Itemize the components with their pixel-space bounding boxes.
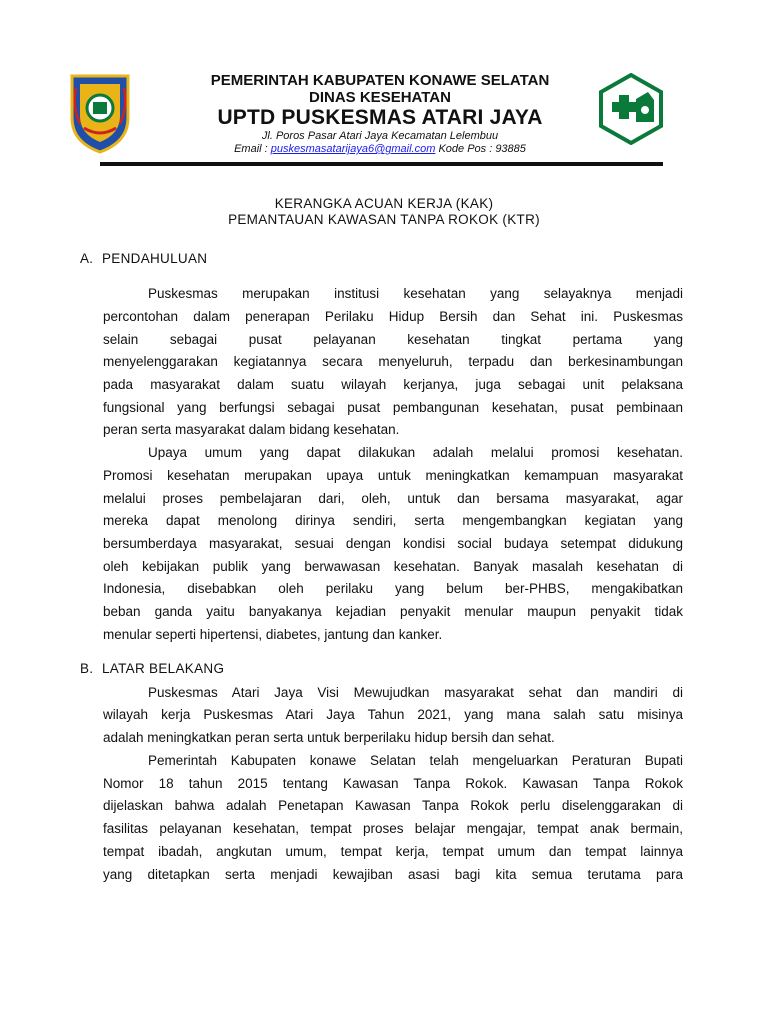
regency-crest-icon [66,72,134,154]
letterhead-department: DINAS KESEHATAN [309,89,451,106]
email-label: Email : [234,143,271,155]
paragraph-line: Pemerintah Kabupaten konawe Selatan telah mengeluarkan Peraturan Bupati [148,753,683,768]
paragraph-line: fungsional yang berfungsi sebagai pusat pembangunan kesehatan, pusat pembinaan [103,400,683,415]
paragraph-line: Puskesmas merupakan institusi kesehatan yang selayaknya menjadi [148,286,683,301]
section-a-heading [80,251,207,266]
paragraph-line: bersumberdaya masyarakat, sesuai dengan kondisi social budaya setempat didukung [103,536,683,551]
paragraph-line: Indonesia, disebabkan oleh perilaku yang belum ber-PHBS, mengakibatkan [103,581,683,596]
paragraph-line: yang ditetapkan serta menjadi kewajiban asasi bagi kita semua terutama para [103,867,683,882]
paragraph-line: pada masyarakat dalam suatu wilayah kerjanya, juga sebagai unit pelaksana [103,377,683,392]
letterhead-government: PEMERINTAH KABUPATEN KONAWE SELATAN [210,72,550,89]
paragraph-line: mereka dapat menolong dirinya sendiri, serta mengembangkan kegiatan yang [103,513,683,528]
paragraph-line: wilayah kerja Puskesmas Atari Jaya Tahun 2021, yang mana salah satu misinya [103,707,683,722]
paragraph-line: selain sebagai pusat pelayanan kesehatan tingkat pertama yang [103,332,683,347]
puskesmas-logo-icon [598,73,664,145]
section-b-title: LATAR BELAKANG [102,661,225,676]
paragraph-line: adalah meningkatkan peran serta untuk berperilaku hidup bersih dan sehat. [103,730,555,745]
letterhead-divider [100,162,663,166]
section-b-number: B. [80,661,94,676]
document-subtitle: PEMANTAUAN KAWASAN TANPA ROKOK (KTR) [228,212,540,227]
paragraph-line: oleh kebijakan publik yang berwawasan kesehatan. Banyak masalah kesehatan di [103,559,683,574]
paragraph-line: beban ganda yaitu banyakanya kejadian penyakit menular maupun penyakit tidak [103,604,683,619]
paragraph-line: percontohan dalam penerapan Perilaku Hidup Bersih dan Sehat ini. Puskesmas [103,309,683,324]
paragraph-line: Puskesmas Atari Jaya Visi Mewujudkan masyarakat sehat dan mandiri di [148,685,683,700]
email-link[interactable]: puskesmasatarijaya6@gmail.com [270,143,436,155]
paragraph-line: Nomor 18 tahun 2015 tentang Kawasan Tanpa Rokok. Kawasan Tanpa Rokok [103,776,683,791]
paragraph-line: Promosi kesehatan merupakan upaya untuk meningkatkan kemampuan masyarakat [103,468,683,483]
paragraph-line: dijelaskan bahwa adalah Penetapan Kawasan Tanpa Rokok perlu diselenggarakan di [103,798,683,813]
paragraph-line: melalui proses pembelajaran dari, oleh, untuk dan bersama masyarakat, agar [103,491,683,506]
postal-code: Kode Pos : 93885 [435,143,526,155]
section-a-title: PENDAHULUAN [102,251,208,266]
paragraph-line: menyelenggarakan kegiatannya secara menyeluruh, terpadu dan berkesinambungan [103,354,683,369]
letterhead-contact [150,143,610,155]
section-a-number: A. [80,251,94,266]
paragraph-line: menular seperti hipertensi, diabetes, jantung dan kanker. [103,627,443,642]
paragraph-line: Upaya umum yang dapat dilakukan adalah melalui promosi kesehatan. [148,445,683,460]
paragraph-line: peran serta masyarakat dalam bidang kesehatan. [103,422,400,437]
letterhead-address: Jl. Poros Pasar Atari Jaya Kecamatan Lelembuu [261,130,499,142]
section-b-heading [80,661,224,676]
letterhead-institution: UPTD PUSKESMAS ATARI JAYA [217,106,543,129]
document-title: KERANGKA ACUAN KERJA (KAK) [274,196,494,211]
paragraph-line: tempat ibadah, angkutan umum, tempat kerja, tempat umum dan tempat lainnya [103,844,683,859]
paragraph-line: fasilitas pelayanan kesehatan, tempat proses belajar mengajar, tempat anak bermain, [103,821,683,836]
